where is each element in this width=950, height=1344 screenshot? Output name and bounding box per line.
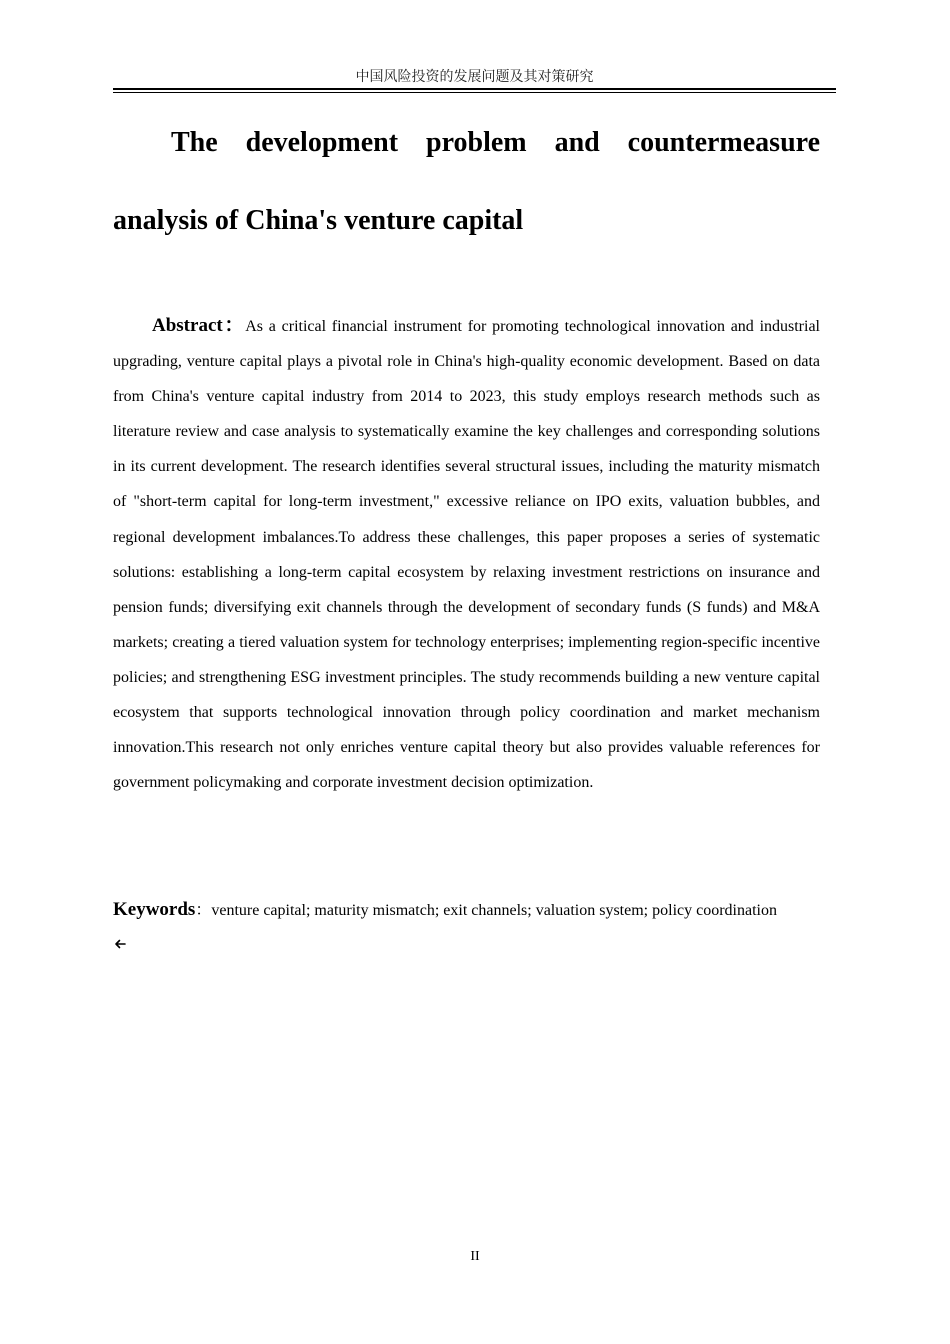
page-title: The development problem and countermeasure analysis of China's venture capital [113,127,820,236]
paragraph-return-icon [113,936,127,952]
abstract-paragraph [113,308,820,800]
abstract-text: As a critical financial instrument for promoting technological innovation and industrial upgrading, venture capital plays a pivotal role in China's high-quality economic development. Based on data from China's venture capital industry from 2014 to 2023, this study employs research methods such as literature review and case analysis to systematically examine the key challenges and corresponding solutions in its current development. The research identifies several structural issues, including the maturity mismatch of "short-term capital for long-term investment," excessive reliance on IPO exits, valuation bubbles, and regional development imbalances.To address these challenges, this paper proposes a series of systematic solutions: establishing a long-term capital ecosystem by relaxing investment restrictions on insurance and pension funds; diversifying exit channels through the development of secondary funds (S funds) and M&A markets; creating a tiered valuation system for technology enterprises; implementing region-specific incentive policies; and strengthening ESG investment principles. The study recommends building a new venture capital ecosystem that supports technological innovation through policy coordination and market mechanism innovation.This research not only enriches venture capital theory but also provides valuable references for government policymaking and corporate investment decision optimization. [113,318,820,792]
keywords-separator: ： [195,902,212,919]
abstract-separator: ： [222,315,246,336]
running-header: 中国风险投资的发展问题及其对策研究 [355,69,594,85]
abstract-label: Abstract [152,315,223,336]
keywords-label: Keywords [113,899,196,920]
header-divider [113,88,836,90]
keywords-paragraph [113,892,820,928]
page-number: II [470,1249,480,1264]
keywords-text: venture capital; maturity mismatch; exit channels; valuation system; policy coordination [211,902,777,919]
header-divider-thin [113,92,836,93]
